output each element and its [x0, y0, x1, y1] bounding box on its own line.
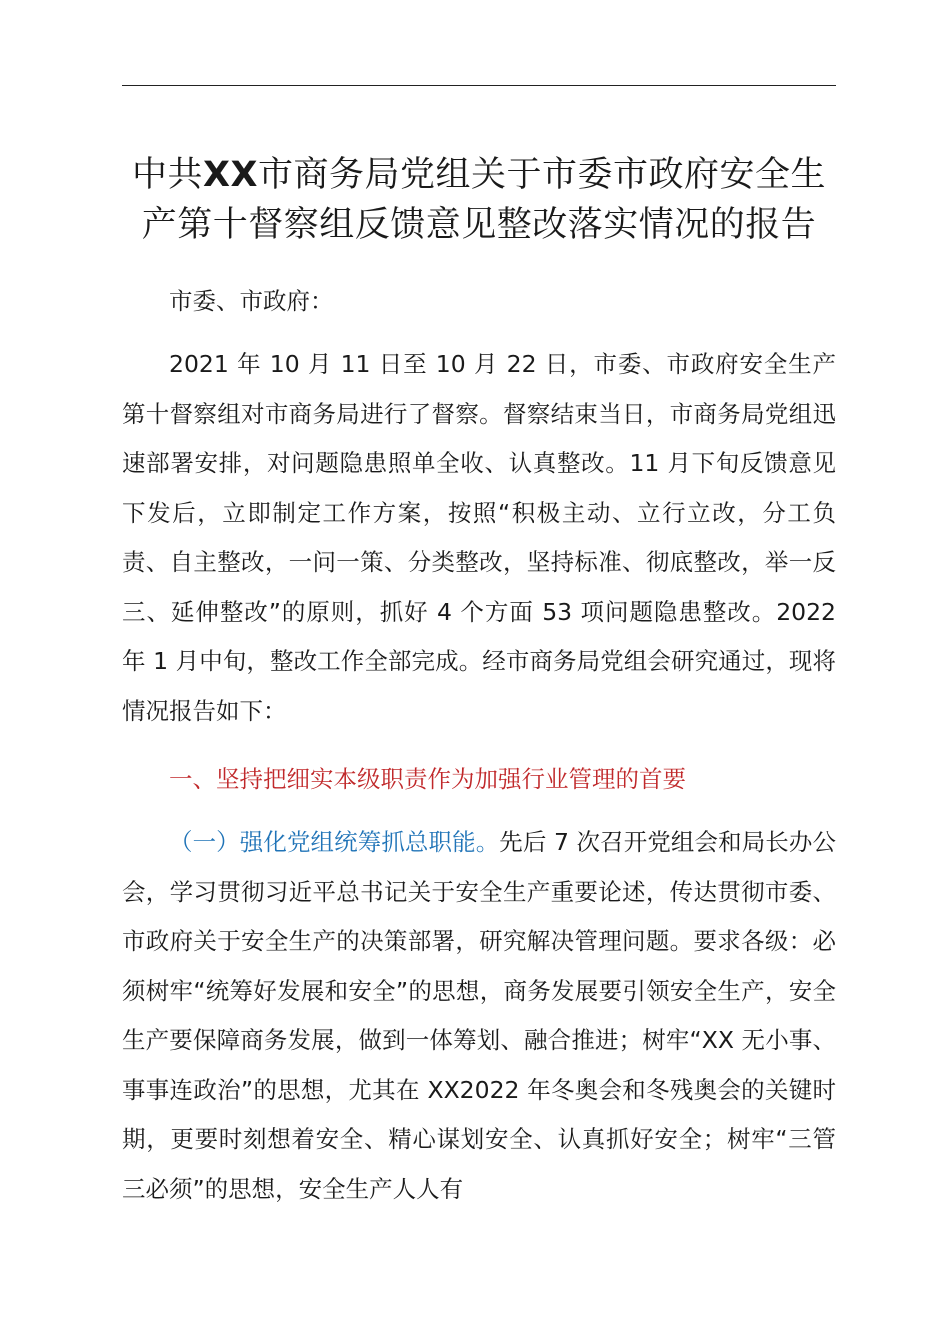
subsection-1-body: 先后 7 次召开党组会和局长办公会，学习贯彻习近平总书记关于安全生产重要论述，传达贯彻市委、市政府关于安全生产的决策部署，研究解决管理问题。要求各级：必须树牢“统筹好发展和安全”的思想，商务发展要引领安全生产，安全生产要保障商务发展，做到一体筹划、融合推进；树牢“XX 无小事、事事连政治”的思想，尤其在 XX2022 年冬奥会和冬残奥会的关键时期，更要时刻想着安全、精心谋划安全、认真抓好安全；树牢“三管三必须”的思想，安全生产人人有 — [122, 828, 836, 1203]
title-line1-post: 市商务局党组关于市委市政府安全生 — [257, 155, 826, 195]
paragraph-subsection-1 — [122, 818, 836, 1214]
document-title — [122, 150, 836, 250]
salutation: 市委、市政府： — [169, 287, 334, 315]
title-line2: 产第十督察组反馈意见整改落实情况的报告 — [141, 205, 817, 245]
title-line1-pre: 中共 — [131, 155, 203, 195]
paragraph-intro: 2021 年 10 月 11 日至 10 月 22 日，市委、市政府安全生产第十督察组对市商务局进行了督察。督察结束当日，市商务局党组迅速部署安排，对问题隐患照单全收、认真整改。11 月下旬反馈意见下发后，立即制定工作方案，按照“积极主动、立行立改，分工负责、自主整改，一问一策、分类整改，坚持标准、彻底整改，举一反三、延伸整改”的原则，抓好 4 个方面 53 项问题隐患整改。2022 年 1 月中旬，整改工作全部完成。经市商务局党组会研究通过，现将情况报告如下： — [122, 350, 836, 725]
subsection-heading-1: （一）强化党组统筹抓总职能。 — [169, 828, 500, 856]
title-line1-bold: XX — [203, 155, 258, 195]
header-rule — [122, 85, 836, 86]
section-heading-1: 一、坚持把细实本级职责作为加强行业管理的首要 — [169, 765, 686, 793]
